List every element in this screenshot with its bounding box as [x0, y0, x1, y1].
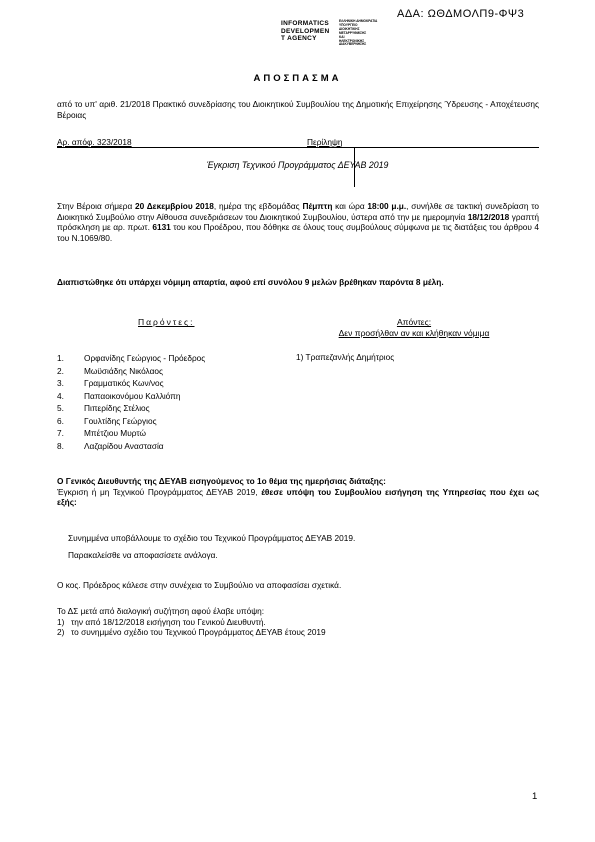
decision-number: Αρ. απόφ. 323/2018	[57, 137, 132, 147]
president-statement: Ο κος. Πρόεδρος κάλεσε στην συνέχεια το Συμβούλιο να αποφασίσει σχετικά.	[57, 580, 342, 590]
logo-line: ΥΠΟΥΡΓΕΙΟ	[339, 22, 358, 27]
meeting-date: 20 Δεκεμβρίου 2018	[135, 201, 214, 211]
meeting-time: 18:00 μ.μ.	[367, 201, 407, 211]
list-item: 3. Γραμματικός Κων/νος	[57, 378, 164, 388]
ministry-logo-text	[339, 20, 399, 47]
header-divider	[57, 147, 539, 148]
list-item: 6. Γουλτίδης Γεώργιος	[57, 415, 157, 426]
document-title: ΑΠΟΣΠΑΣΜΑ	[253, 73, 342, 84]
please-decide-statement: Παρακαλείσθε να αποφασίσετε ανάλογα.	[68, 550, 218, 560]
list-item: 4. Παπαοικονόμου Καλλιόπη	[57, 390, 181, 401]
logo-line: INFORMATICS	[281, 20, 329, 27]
meeting-day: Πέμπτη	[302, 201, 333, 211]
general-manager-paragraph: Ο Γενικός Διευθυντής της ΔΕΥΑΒ εισηγούμενος το 1ο θέμα της ημερήσιας διάταξης: Έγκριση ή μη Τεχνικού Προγράμματος ΔΕΥΑΒ 2019, έθεσε υπόψη του Συμβουλίου εισήγηση της Υπηρεσίας που έχει ως εξής:	[57, 476, 540, 507]
informatics-agency-logo	[281, 20, 330, 43]
list-item: 1) την από 18/12/2018 εισήγηση του Γενικού Διευθυντή.	[57, 616, 266, 627]
list-item: 1. Ορφανίδης Γεώργιος - Πρόεδρος	[57, 353, 206, 363]
logo-line: DEVELOPMEN	[281, 27, 330, 35]
list-item: 1) Τραπεζανλής Δημήτριος	[296, 352, 395, 362]
list-item: 5. Πιπερίδης Στέλιος	[57, 403, 150, 413]
absent-members-list	[296, 352, 394, 362]
logo-line: ΜΕΤΑΡΡΥΘΜΙΣΗΣ	[339, 30, 367, 35]
absent-heading: Απόντες: Δεν προσήλθαν αν και κλήθηκαν νόμιμα	[338, 317, 490, 338]
logo-line: ΔΙΑΚΥΒΕΡΝΗΣΗΣ	[339, 42, 367, 47]
logo-line: ΗΛΕΚΤΡΟΝΙΚΗΣ	[339, 38, 365, 43]
ada-code: ΑΔΑ: ΩΘΔΜΟΛΠ9-ΦΨ3	[397, 8, 525, 20]
protocol-number: 6131	[152, 222, 171, 232]
attached-statement: Συνημμένα υποβάλλουμε το σχέδιο του Τεχνικού Προγράμματος ΔΕΥΑΒ 2019.	[68, 533, 356, 543]
list-item: 7. Μπέτζιου Μυρτώ	[57, 428, 146, 438]
page-number: 1	[532, 791, 538, 802]
logo-line: ΚΑΙ	[339, 34, 345, 39]
list-item: 2) το συνημμένο σχέδιο του Τεχνικού Προγράμματος ΔΕΥΑΒ έτους 2019	[57, 627, 326, 637]
intro-paragraph: από το υπ' αριθ. 21/2018 Πρακτικό συνεδρίασης του Διοικητικού Συμβουλίου της Δημοτικής Επιχείρησης Ύδρευσης - Αποχέτευσης Βέροιας	[57, 99, 539, 120]
present-heading: Παρόντες:	[138, 317, 195, 327]
logo-line: ΕΛΛΗΝΙΚΗ ΔΗΜΟΚΡΑΤΙΑ	[339, 19, 378, 23]
list-item: 2. Μωϋσιάδης Νικόλαος	[57, 365, 163, 376]
invite-date: 18/12/2018	[467, 211, 510, 222]
quorum-statement: Διαπιστώθηκε ότι υπάρχει νόμιμη απαρτία, αφού επί συνόλου 9 μελών βρέθηκαν παρόντα 8 μέλη.	[57, 277, 444, 287]
board-considerations: Το ΔΣ μετά από διαλογική συζήτηση αφού έλαβε υπόψη: 1) την από 18/12/2018 εισήγηση του Γενικού Διευθυντή. 2) το συνημμένο σχέδιο του Τεχνικού Προγράμματος ΔΕΥΑΒ έτους 2019	[57, 606, 326, 637]
meeting-paragraph: Στην Βέροια σήμερα 20 Δεκεμβρίου 2018, ημέρα της εβδομάδας Πέμπτη και ώρα 18:00 μ.μ., συνήλθε σε τακτική συνεδρίαση το Διοικητικό Συμβούλιο στην Αίθουσα συνεδριάσεων του Διοικητικού Συμβουλίου, ύστερα από την με ημερομηνία 18/12/2018 γραπτή πρόσκληση με αρ. πρωτ. 6131 του κου Προέδρου, που δόθηκε σε όλους τους συμβούλους σύμφωνα με τις διατάξεις του άρθρου 4 του Ν.1069/80.	[57, 201, 540, 243]
list-item: 8. Λαζαρίδου Αναστασία	[57, 440, 164, 451]
decision-subject: Έγκριση Τεχνικού Προγράμματος ΔΕΥΑΒ 2019	[206, 160, 389, 170]
summary-label: Περίληψη	[307, 137, 343, 147]
logo-line: T AGENCY	[281, 35, 317, 42]
logo-line: ΔΙΟΙΚΗΤΙΚΗΣ	[339, 26, 360, 31]
present-members-list	[57, 352, 205, 452]
